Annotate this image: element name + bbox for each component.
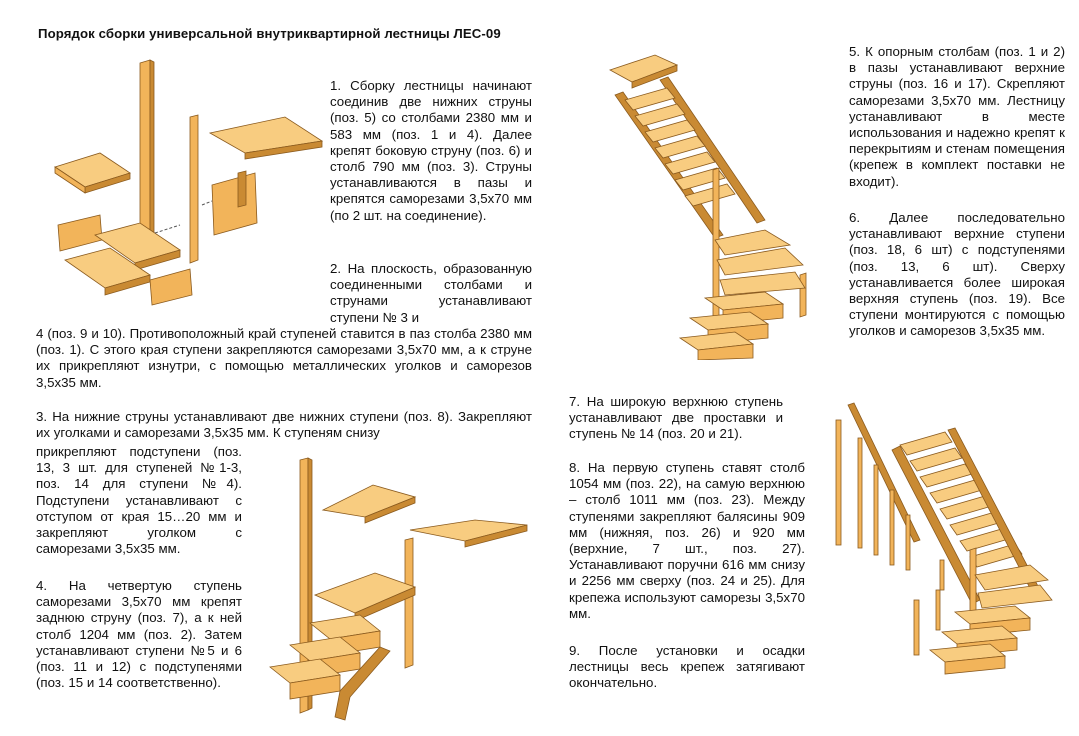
step-9-text: 9. После установки и осадки лестницы весь крепеж затягивают окончательно. (569, 643, 805, 691)
step-2-text-a: 2. На плоскость, образованную соединенными столбами и струнами устанавливают ступени № 3 и (330, 261, 532, 325)
step-6-text: 6. Далее последовательно устанавливают верхние ступени (поз. 18, 6 шт) с подступенями (поз. 13, 6 шт). Сверху устанавливается более широкая верхняя ступень (поз. 19). Все ступени монтируются с помощью уголков и саморезов 3,5х35 мм. (849, 210, 1065, 339)
step-3-text-b: прикрепляют подступени (поз. 13, 3 шт. для ступеней №1-3, поз. 14 для ступени №4). Подступени устанавливают с отступом от края 15…20 мм и закрепляют уголком с саморезами 3,5х35 мм. (36, 444, 242, 557)
step-2-text-b: 4 (поз. 9 и 10). Противоположный край ступеней ставится в паз столба 2380 мм (поз. 1). С этого края ступени закрепляются саморезами 3,5х70 мм, а к струне их прикрепляют изнутри, с помощью металлических уголков и саморезов 3,5х35 мм. (36, 326, 532, 390)
page-title: Порядок сборки универсальной внутриквартирной лестницы ЛЕС-09 (38, 26, 501, 41)
figure-step-8-complete-staircase (830, 400, 1060, 675)
step-4-text: 4. На четвертую ступень саморезами 3,5х70 мм крепят заднюю струну (поз. 7), а к ней столб 1204 мм (поз. 2). Затем устанавливают ступени №5 и 6 (поз. 11 и 12) с подступенями (поз. 15 и 14 соответственно). (36, 578, 242, 691)
figure-step-1-exploded-base (40, 55, 330, 315)
step-3-text-a: 3. На нижние струны устанавливают две нижних ступени (поз. 8). Закрепляют их уголками и саморезами 3,5х35 мм. К ступеням снизу (36, 409, 532, 441)
step-5-text: 5. К опорным столбам (поз. 1 и 2) в пазы устанавливают верхние струны (поз. 16 и 17). Скрепляют саморезами 3,5х70 мм. Лестницу устанавливают в месте использования и надежно крепят к перекрытиям и стенам помещения (крепеж в комплект поставки не входит). (849, 44, 1065, 189)
step-8-text: 8. На первую ступень ставят столб 1054 мм (поз. 22), на самую верхнюю – столб 1011 мм (поз. 23). Между ступенями закрепляют балясины 909 мм (нижняя, поз. 26) и 920 мм (верхние, 7 шт., поз. 27). Устанавливают поручни 616 мм снизу и 2256 мм сверху (поз. 24 и 25). Для крепежа используют саморезы 3,5х70 мм. (569, 460, 805, 621)
step-1-text: 1. Сборку лестницы начинают соединив две нижних струны (поз. 5) со столбами 2380 мм и 583 мм (поз. 1 и 4). Далее крепят боковую струну (поз. 6) и столб 790 мм (поз. 3). Струны устанавливаются в пазы и крепятся саморезами 3,5х70 мм (по 2 шт. на соединение). (330, 78, 532, 223)
figure-step-6-upper-steps (605, 40, 845, 360)
figure-step-4-lower-assembly (255, 455, 540, 725)
step-7-text: 7. На широкую верхнюю ступень устанавливают две проставки и ступень № 14 (поз. 20 и 21). (569, 394, 783, 442)
